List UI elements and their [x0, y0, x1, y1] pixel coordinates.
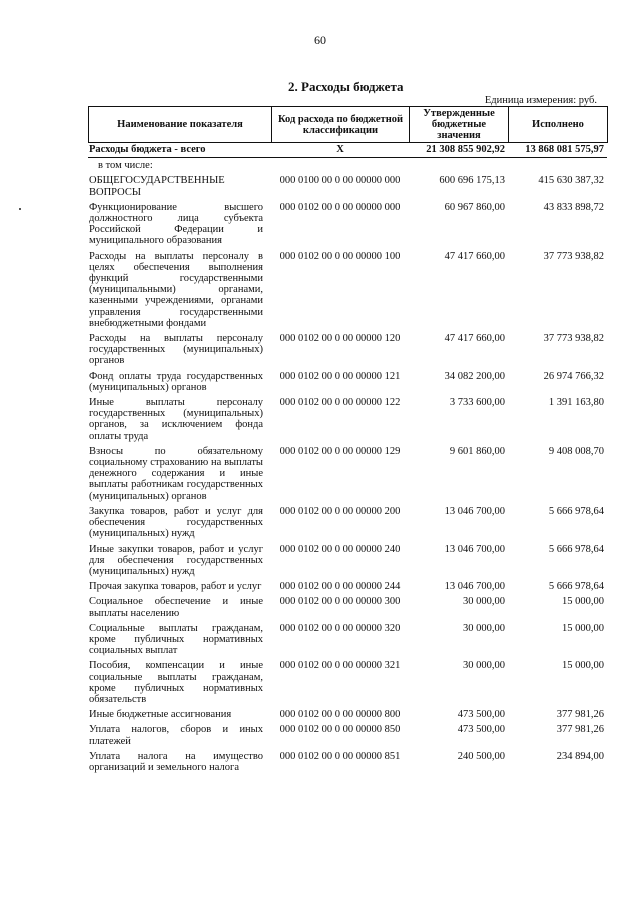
- row-name: Социальное обеспечение и иные выплаты населению: [89, 596, 263, 619]
- row-name: Прочая закупка товаров, работ и услуг: [89, 581, 262, 593]
- row-code: 000 0102 00 0 00 00000 122: [279, 397, 401, 409]
- row-name: Расходы на выплаты персоналу в целях обеспечения выполнения функций государственными (муниципальными) органами, казенными учреждениями, органами управления государственными внебюджетными фондами: [89, 250, 263, 329]
- row-executed: 377 981,26: [556, 724, 604, 736]
- table-row: [88, 540, 607, 578]
- row-executed: 43 833 898,72: [543, 201, 604, 213]
- row-approved: 30 000,00: [463, 660, 505, 672]
- row-executed: 234 894,00: [556, 750, 604, 762]
- row-name: Пособия, компенсации и иные социальные выплаты гражданам, кроме публичных нормативных обязательств: [89, 660, 263, 705]
- row-code: 000 0102 00 0 00 00000 244: [279, 581, 401, 593]
- row-name: Расходы на выплаты персоналу государственных (муниципальных) органов: [89, 333, 263, 367]
- section-title: 2. Расходы бюджета: [288, 79, 404, 94]
- table-row: [88, 393, 607, 442]
- header-name: Наименование показателя: [89, 107, 272, 143]
- row-approved: 47 417 660,00: [444, 250, 505, 262]
- subheader-row: [88, 158, 607, 172]
- row-approved: 13 046 700,00: [444, 581, 505, 593]
- row-code: 000 0102 00 0 00 00000 851: [279, 750, 401, 762]
- table-row: [88, 592, 607, 618]
- table-row: [88, 619, 607, 657]
- row-approved: 60 967 860,00: [444, 201, 505, 213]
- row-executed: 377 981,26: [556, 709, 604, 721]
- page-number: 60: [314, 33, 326, 47]
- table-row: [88, 502, 607, 540]
- row-approved: 30 000,00: [463, 622, 505, 634]
- row-code: 000 0102 00 0 00 00000 000: [279, 201, 401, 213]
- row-name: Иные выплаты персоналу государственных (муниципальных) органов, за исключением фонда оплаты труда: [89, 397, 263, 442]
- total-executed: 13 868 081 575,97: [508, 144, 607, 158]
- row-code: 000 0102 00 0 00 00000 321: [279, 660, 401, 672]
- unit-of-measure: Единица измерения: руб.: [484, 95, 597, 106]
- row-executed: 5 666 978,64: [548, 505, 604, 517]
- row-name: Фонд оплаты труда государственных (муниципальных) органов: [89, 370, 263, 393]
- row-code: 000 0102 00 0 00 00000 129: [279, 445, 401, 457]
- header-approved: Утвержденные бюджетные значения: [410, 107, 509, 143]
- row-approved: 34 082 200,00: [444, 370, 505, 382]
- row-code: 000 0102 00 0 00 00000 121: [279, 370, 401, 382]
- table-row: [88, 329, 607, 367]
- row-code: 000 0102 00 0 00 00000 800: [279, 709, 401, 721]
- row-executed: 15 000,00: [562, 660, 604, 672]
- total-code: X: [271, 144, 409, 158]
- row-approved: 473 500,00: [457, 709, 505, 721]
- table-row: [88, 577, 607, 592]
- row-executed: 415 630 387,32: [538, 175, 604, 187]
- row-approved: 13 046 700,00: [444, 505, 505, 517]
- expenditure-table: [88, 144, 607, 773]
- table-header: [88, 106, 608, 143]
- row-code: 000 0102 00 0 00 00000 320: [279, 622, 401, 634]
- row-code: 000 0100 00 0 00 00000 000: [279, 175, 401, 187]
- row-name: Функционирование высшего должностного лица субъекта Российской Федерации и муниципального образования: [89, 201, 263, 247]
- row-approved: 47 417 660,00: [444, 333, 505, 345]
- total-approved: 21 308 855 902,92: [409, 144, 508, 158]
- table-row: [88, 247, 607, 329]
- row-executed: 1 391 163,80: [548, 397, 604, 409]
- subheader-text: в том числе:: [98, 160, 153, 172]
- row-name: ОБЩЕГОСУДАРСТВЕННЫЕ ВОПРОСЫ: [89, 175, 225, 198]
- row-approved: 240 500,00: [457, 750, 505, 762]
- row-name: Социальные выплаты гражданам, кроме публичных нормативных социальных выплат: [89, 622, 263, 657]
- total-row: [88, 144, 607, 158]
- scan-mark: [19, 208, 21, 210]
- row-code: 000 0102 00 0 00 00000 850: [279, 724, 401, 736]
- row-executed: 9 408 008,70: [548, 445, 604, 457]
- row-approved: 13 046 700,00: [444, 543, 505, 555]
- row-executed: 15 000,00: [562, 596, 604, 608]
- row-name: Закупка товаров, работ и услуг для обеспечения государственных (муниципальных) нужд: [89, 505, 263, 540]
- row-executed: 5 666 978,64: [548, 543, 604, 555]
- total-name: Расходы бюджета - всего: [88, 144, 271, 158]
- table-row: [88, 198, 607, 247]
- row-code: 000 0102 00 0 00 00000 100: [279, 250, 401, 262]
- row-name: Взносы по обязательному социальному страхованию на выплаты денежного содержания и иные выплаты работникам государственных (муниципальных) органов: [89, 445, 263, 502]
- row-name: Уплата налога на имущество организаций и земельного налога: [89, 750, 263, 773]
- row-name: Иные закупки товаров, работ и услуг для обеспечения государственных (муниципальных) нужд: [89, 543, 263, 577]
- row-approved: 600 696 175,13: [439, 175, 505, 187]
- table-row: [88, 720, 607, 746]
- row-code: 000 0102 00 0 00 00000 200: [279, 505, 401, 517]
- row-approved: 473 500,00: [457, 724, 505, 736]
- table-row: [88, 656, 607, 705]
- table-row: [88, 747, 607, 773]
- row-executed: 5 666 978,64: [548, 581, 604, 593]
- table-row: [88, 367, 607, 393]
- row-approved: 9 601 860,00: [449, 445, 505, 457]
- header-code: Код расхода по бюджетной классификации: [272, 107, 410, 143]
- table-row: [88, 705, 607, 720]
- table-row: [88, 171, 607, 197]
- row-executed: 37 773 938,82: [543, 250, 604, 262]
- row-executed: 15 000,00: [562, 622, 604, 634]
- header-executed: Исполнено: [509, 107, 608, 143]
- row-code: 000 0102 00 0 00 00000 240: [279, 543, 401, 555]
- row-approved: 30 000,00: [463, 596, 505, 608]
- row-code: 000 0102 00 0 00 00000 300: [279, 596, 401, 608]
- row-approved: 3 733 600,00: [449, 397, 505, 409]
- row-executed: 37 773 938,82: [543, 333, 604, 345]
- row-name: Иные бюджетные ассигнования: [89, 709, 232, 721]
- table-row: [88, 442, 607, 502]
- row-code: 000 0102 00 0 00 00000 120: [279, 333, 401, 345]
- row-name: Уплата налогов, сборов и иных платежей: [89, 724, 263, 747]
- row-executed: 26 974 766,32: [543, 370, 604, 382]
